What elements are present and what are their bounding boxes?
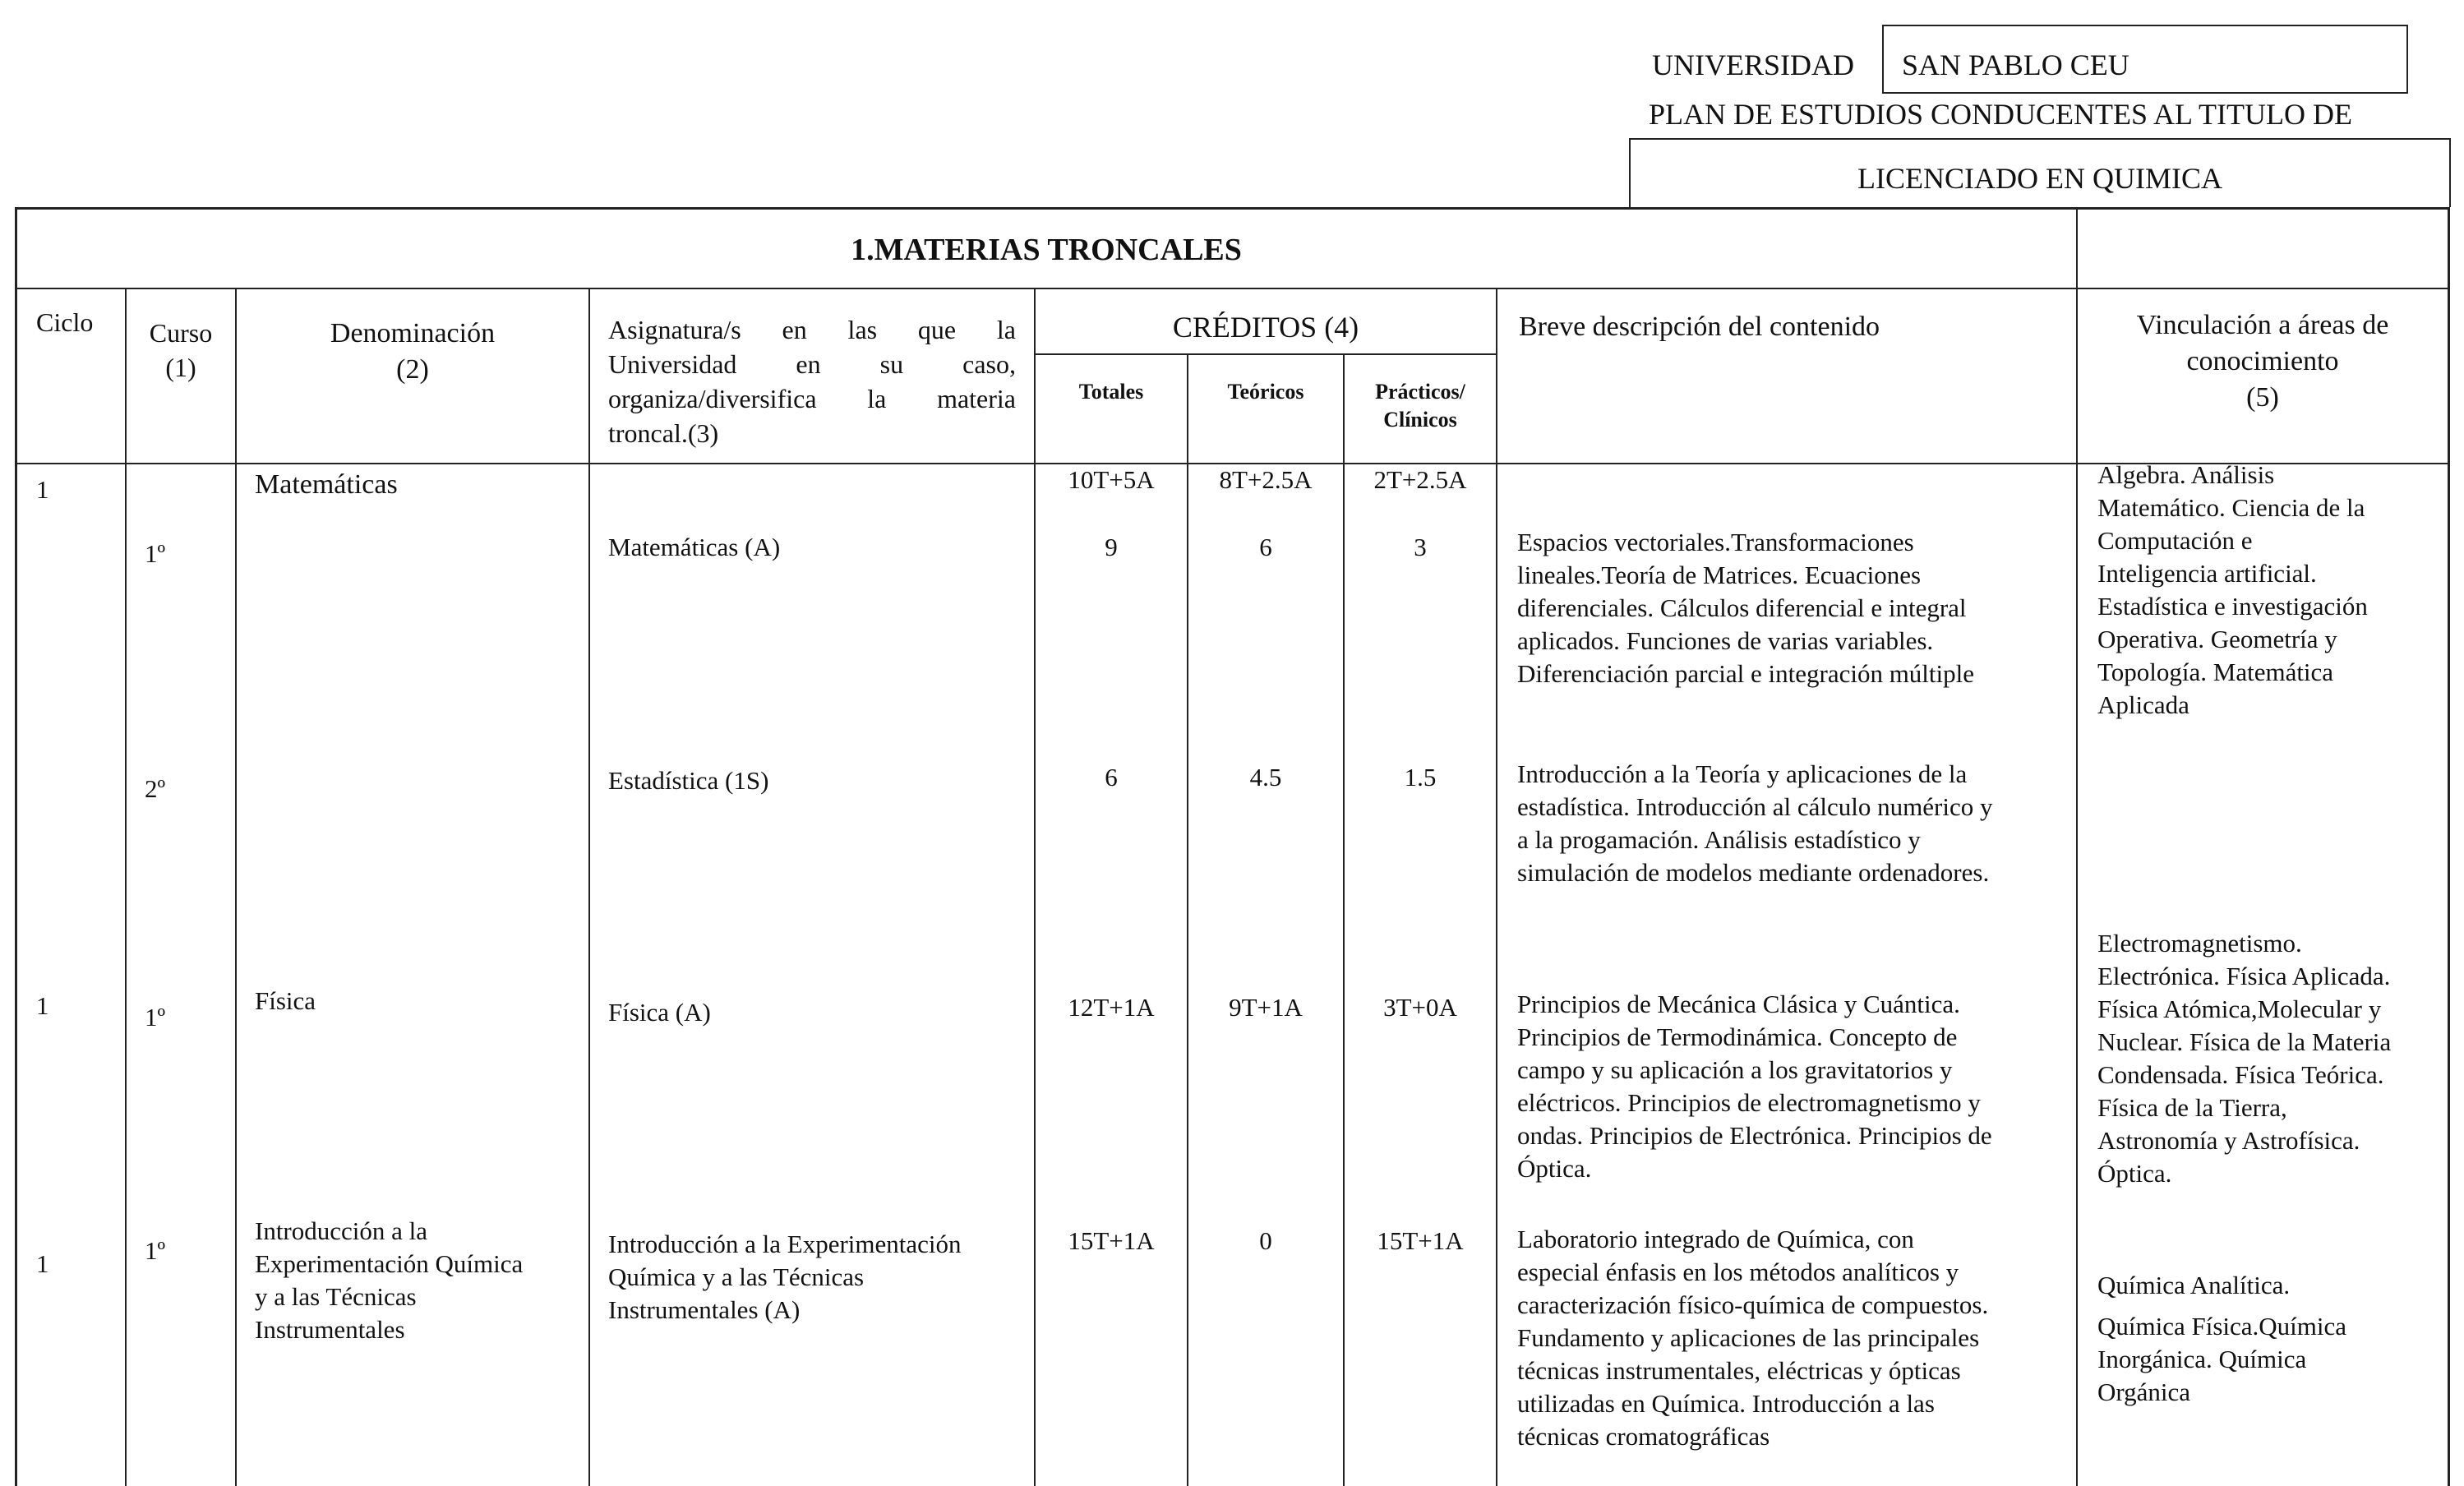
totales-cell: 9	[1105, 533, 1118, 561]
descripcion-line: Diferenciación parcial e integración múltiple	[1517, 659, 1975, 688]
descripcion-line: Principios de Termodinámica. Concepto de	[1517, 1022, 1958, 1051]
denominacion-cell: Matemáticas	[255, 469, 398, 500]
vinculacion-line: Inteligencia artificial.	[2097, 559, 2317, 588]
ciclo-cell: 1	[36, 1249, 49, 1278]
practicos-line-2: Clínicos	[1383, 408, 1457, 431]
practicos-line-1: Prácticos/	[1375, 380, 1465, 404]
denominacion-line: Instrumentales	[255, 1315, 405, 1344]
denominacion-note: (2)	[396, 354, 429, 385]
descripcion-cell	[1517, 988, 1992, 1185]
descripcion-line: simulación de modelos mediante ordenadores.	[1517, 858, 1990, 887]
curso-cell: 1º	[145, 1236, 166, 1265]
teoricos-cell: 4.5	[1249, 763, 1282, 791]
vinculacion-line: Algebra. Análisis	[2097, 460, 2275, 489]
section-title: 1.MATERIAS TRONCALES	[851, 233, 1242, 267]
vinculacion-line: Condensada. Física Teórica.	[2097, 1060, 2384, 1089]
denominacion-line: y a las Técnicas	[255, 1282, 417, 1311]
descripcion-line: eléctricos. Principios de electromagnetismo y	[1517, 1088, 1981, 1117]
descripcion-cell	[1517, 758, 1992, 889]
curso-cell: 1º	[145, 1003, 166, 1031]
vinculacion-cell	[2097, 459, 2368, 722]
descripcion-line: aplicados. Funciones de varias variables.	[1517, 626, 1934, 655]
teoricos-cell: 9T+1A	[1229, 993, 1303, 1022]
descripcion-line: Fundamento y aplicaciones de las principales	[1517, 1323, 1980, 1352]
vinculacion-line: Electrónica. Física Aplicada.	[2097, 962, 2391, 990]
ciclo-cell: 1	[36, 475, 49, 504]
asignatura-cell: Estadística (1S)	[608, 766, 769, 795]
teoricos-cell: 0	[1259, 1226, 1272, 1255]
asignatura-line-1: Asignatura/s en las que la	[608, 315, 1016, 344]
denominacion-line: Experimentación Química	[255, 1249, 524, 1278]
asignatura-line-3: organiza/diversifica la materia	[608, 384, 1016, 413]
asignatura-line: Introducción a la Experimentación	[608, 1230, 962, 1258]
vinculacion-cell-b	[2097, 1310, 2346, 1409]
vinculacion-note: (5)	[2246, 382, 2279, 413]
practicos-cell: 15T+1A	[1377, 1226, 1464, 1255]
totales-cell: 10T+5A	[1068, 465, 1155, 494]
asignatura-cell: Matemáticas (A)	[608, 533, 781, 561]
universidad-value: SAN PABLO CEU	[1902, 48, 2129, 81]
descripcion-line: lineales.Teoría de Matrices. Ecuaciones	[1517, 561, 1922, 589]
descripcion-line: ondas. Principios de Electrónica. Principios de	[1517, 1121, 1992, 1150]
practicos-cell: 2T+2.5A	[1373, 465, 1467, 494]
denominacion-cell: Física	[255, 986, 316, 1015]
universidad-label: UNIVERSIDAD	[1652, 48, 1854, 81]
asignatura-line: Instrumentales (A)	[608, 1295, 801, 1324]
col-header-teoricos: Teóricos	[1227, 380, 1304, 404]
curso-note: (1)	[165, 353, 196, 382]
asignatura-cell: Física (A)	[608, 998, 711, 1027]
asignatura-line-4: troncal.(3)	[608, 418, 719, 448]
vinculacion-line: Óptica.	[2097, 1159, 2172, 1188]
vinculacion-line: Astronomía y Astrofísica.	[2097, 1126, 2360, 1155]
descripcion-line: Laboratorio integrado de Química, con	[1517, 1225, 1914, 1253]
teoricos-cell: 6	[1259, 533, 1272, 561]
col-header-creditos: CRÉDITOS (4)	[1172, 311, 1359, 344]
vinculacion-line: Química Física.Química	[2097, 1312, 2347, 1341]
vinculacion-cell	[2097, 927, 2391, 1190]
practicos-cell: 1.5	[1404, 763, 1437, 791]
vinculacion-line-2: conocimiento	[2186, 346, 2339, 376]
vinculacion-line: Operativa. Geometría y	[2097, 625, 2337, 653]
descripcion-cell	[1517, 1223, 1988, 1453]
vinculacion-line: Física de la Tierra,	[2097, 1093, 2287, 1122]
titulo-value: LICENCIADO EN QUIMICA	[1857, 162, 2222, 195]
vinculacion-line: Estadística e investigación	[2097, 592, 2368, 621]
curso-label: Curso	[149, 318, 213, 348]
descripcion-line: campo y su aplicación a los gravitatorios y	[1517, 1055, 1953, 1084]
plan-text: PLAN DE ESTUDIOS CONDUCENTES AL TITULO DE	[1649, 98, 2352, 131]
practicos-cell: 3T+0A	[1383, 993, 1457, 1022]
totales-cell: 12T+1A	[1068, 993, 1155, 1022]
descripcion-line: especial énfasis en los métodos analíticos y	[1517, 1258, 1959, 1286]
totales-cell: 6	[1105, 763, 1118, 791]
col-header-descripcion: Breve descripción del contenido	[1519, 312, 1880, 342]
vinculacion-cell-a: Química Analítica.	[2097, 1271, 2291, 1299]
descripcion-line: estadística. Introducción al cálculo numérico y	[1517, 792, 1993, 821]
practicos-cell: 3	[1414, 533, 1427, 561]
denominacion-line: Introducción a la	[255, 1216, 428, 1245]
vinculacion-line-1: Vinculación a áreas de	[2136, 310, 2389, 340]
denominacion-label: Denominación	[330, 318, 496, 348]
col-header-ciclo: Ciclo	[36, 307, 94, 337]
descripcion-line: Introducción a la Teoría y aplicaciones de la	[1517, 759, 1968, 788]
curso-cell: 1º	[145, 539, 166, 568]
descripcion-line: técnicas instrumentales, eléctricas y ópticas	[1517, 1356, 1961, 1385]
vinculacion-line: Electromagnetismo.	[2097, 929, 2302, 958]
teoricos-cell: 8T+2.5A	[1219, 465, 1313, 494]
descripcion-line: a la progamación. Análisis estadístico y	[1517, 825, 1921, 854]
vinculacion-line: Aplicada	[2097, 690, 2189, 719]
ciclo-cell: 1	[36, 991, 49, 1020]
vinculacion-line: Matemático. Ciencia de la	[2097, 493, 2365, 522]
descripcion-line: utilizadas en Química. Introducción a las	[1517, 1389, 1935, 1418]
col-header-denominacion	[237, 316, 588, 388]
totales-cell: 15T+1A	[1068, 1226, 1155, 1255]
col-header-asignatura	[608, 312, 1016, 450]
descripcion-line: Espacios vectoriales.Transformaciones	[1517, 528, 1914, 556]
vinculacion-line: Nuclear. Física de la Materia	[2097, 1027, 2392, 1056]
col-header-vinculacion	[2078, 307, 2448, 416]
col-header-totales: Totales	[1078, 380, 1144, 404]
descripcion-line: Óptica.	[1517, 1154, 1592, 1183]
descripcion-cell	[1517, 526, 1974, 690]
curso-cell: 2º	[145, 774, 166, 803]
vinculacion-line: Topología. Matemática	[2097, 658, 2334, 686]
vinculacion-line: Inorgánica. Química	[2097, 1345, 2307, 1373]
vinculacion-line: Física Atómica,Molecular y	[2097, 995, 2382, 1023]
titulo-box	[1629, 138, 2451, 207]
vinculacion-line: Computación e	[2097, 526, 2253, 555]
descripcion-line: caracterización físico-química de compuestos.	[1517, 1290, 1989, 1319]
asignatura-line: Química y a las Técnicas	[608, 1262, 865, 1291]
asignatura-line-2: Universidad en su caso,	[608, 349, 1016, 379]
col-header-curso	[127, 316, 235, 385]
asignatura-cell	[608, 1228, 962, 1327]
vinculacion-line: Orgánica	[2097, 1378, 2191, 1406]
descripcion-line: Principios de Mecánica Clásica y Cuántica.	[1517, 990, 1960, 1018]
descripcion-line: técnicas cromatográficas	[1517, 1422, 1770, 1451]
col-header-practicos	[1345, 378, 1496, 434]
descripcion-line: diferenciales. Cálculos diferencial e integral	[1517, 593, 1967, 622]
denominacion-cell	[255, 1215, 523, 1346]
universidad-value-box	[1882, 25, 2408, 94]
